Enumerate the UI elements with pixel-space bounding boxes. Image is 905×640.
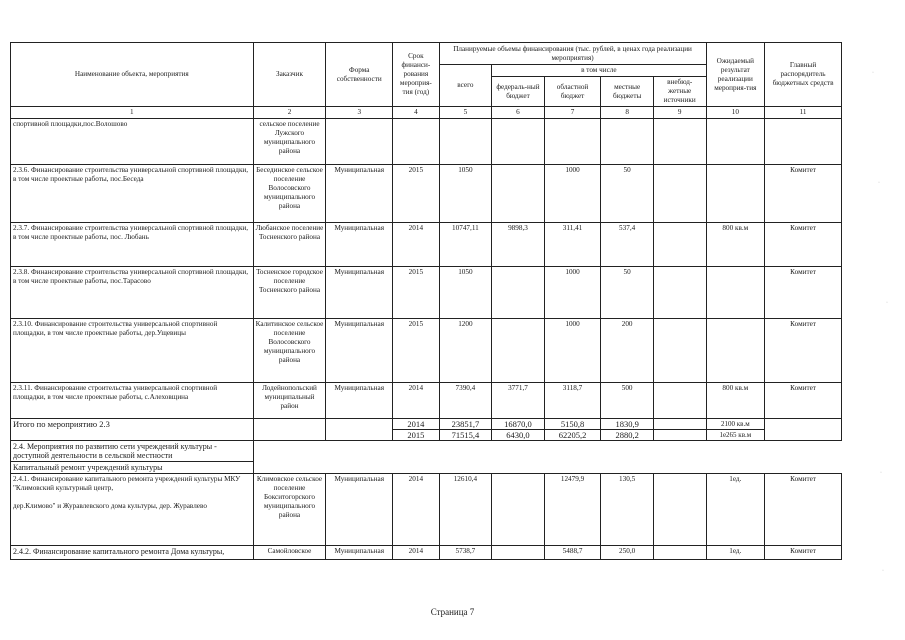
col-regional-header: областной бюджет (544, 77, 601, 107)
federal-cell: 3771,7 (492, 383, 545, 419)
page-footer: Страница 7 (430, 607, 475, 617)
object-name: 2.3.10. Финансирование строительства универсальной спортивной площадки, в том числе проектные работы, дер.Ущевицы (11, 319, 254, 383)
totals-extra (653, 419, 706, 441)
total-cell: 1050 (439, 267, 492, 319)
totals-federal: 16870,0 6430,0 (492, 419, 545, 441)
col-including-header: в том числе (492, 65, 706, 77)
col-period-header: Срок финанси-рования мероприя-тия (год) (393, 43, 440, 107)
ownership-cell: Муниципальная (326, 546, 393, 560)
col-number: 5 (439, 107, 492, 119)
regional-cell: 1000 (544, 267, 601, 319)
local-cell: 537,4 (601, 223, 654, 267)
section-sub-row (11, 462, 842, 474)
table-row (11, 165, 842, 223)
col-number: 11 (765, 107, 842, 119)
financing-table (10, 42, 842, 560)
extra-cell (653, 267, 706, 319)
year-cell: 2015 (393, 319, 440, 383)
result-cell: 1ед. (706, 546, 765, 560)
col-number: 4 (393, 107, 440, 119)
col-number: 7 (544, 107, 601, 119)
scan-speck: · (882, 568, 884, 574)
object-name: 2.3.7. Финансирование строительства универсальной спортивной площадки, в том числе проектные работы, пос. Любань (11, 223, 254, 267)
customer-cell: Самойловское (253, 546, 326, 560)
result-cell (706, 165, 765, 223)
table-row (11, 267, 842, 319)
totals-local: 1830,9 2880,2 (601, 419, 654, 441)
ownership-cell: Муниципальная (326, 223, 393, 267)
customer-cell: Тосненское городское поселение Тосненского района (253, 267, 326, 319)
ownership-cell: Муниципальная (326, 267, 393, 319)
section-subtitle: Капитальный ремонт учреждений культуры (11, 462, 254, 474)
federal-cell (492, 267, 545, 319)
extra-cell (653, 383, 706, 419)
year-cell: 2014 (393, 474, 440, 546)
regional-cell: 12479,9 (544, 474, 601, 546)
result-cell (706, 267, 765, 319)
ownership-cell: Муниципальная (326, 383, 393, 419)
col-total-header: всего (439, 65, 492, 107)
scan-speck: · (878, 180, 880, 186)
local-cell: 250,0 (601, 546, 654, 560)
local-cell: 50 (601, 267, 654, 319)
col-local-header: местные бюджеты (601, 77, 654, 107)
object-name: 2.3.11. Финансирование строительства универсальной спортивной площадки, в том числе проектные работы, с.Алеховщина (11, 383, 254, 419)
federal-cell (492, 546, 545, 560)
col-result-header: Ожидаемый результат реализации мероприя-тия (706, 43, 765, 107)
regional-cell: 311,41 (544, 223, 601, 267)
extra-cell (653, 546, 706, 560)
total-cell: 1200 (439, 319, 492, 383)
col-number: 2 (253, 107, 326, 119)
object-name: 2.4.2. Финансирование капитального ремонта Дома культуры, (11, 546, 254, 560)
totals-label: Итого по мероприятию 2.3 (11, 419, 254, 441)
section-title-row (11, 441, 842, 462)
object-name: 2.4.1. Финансирование капитального ремонта учреждений культуры МКУ "Климовский культурный центр, дер.Климово" и Журавлевского дома культуры, дер. Журавлево (11, 474, 254, 546)
customer-cell: Лодейнопольский муниципальный район (253, 383, 326, 419)
col-name-header: Наименование объекта, мероприятия (11, 43, 254, 107)
col-number: 9 (653, 107, 706, 119)
object-name: 2.3.6. Финансирование строительства универсальной спортивной площадки, в том числе проектные работы, пос.Беседа (11, 165, 254, 223)
total-cell: 5738,7 (439, 546, 492, 560)
scan-speck: · (886, 300, 888, 306)
col-federal-header: федераль-ный бюджет (492, 77, 545, 107)
scan-speck: · (872, 70, 874, 76)
customer-cell: Калитинское сельское поселение Волосовского муниципального района (253, 319, 326, 383)
total-cell: 12610,4 (439, 474, 492, 546)
ownership-cell: Муниципальная (326, 165, 393, 223)
header-row-1 (11, 43, 842, 65)
extra-cell (653, 319, 706, 383)
ownership-cell: Муниципальная (326, 319, 393, 383)
manager-cell: Комитет (765, 223, 842, 267)
col-planned-header: Планируемые объемы финансирования (тыс. рублей, в ценах года реализации мероприятия) (439, 43, 706, 65)
result-cell: 800 кв.м (706, 223, 765, 267)
object-name: 2.3.8. Финансирование строительства универсальной спортивной площадки, в том числе проектные работы, пос.Тарасово (11, 267, 254, 319)
regional-cell: 5488,7 (544, 546, 601, 560)
local-cell: 500 (601, 383, 654, 419)
year-cell: 2014 (393, 546, 440, 560)
local-cell: 130,5 (601, 474, 654, 546)
year-cell: 2015 (393, 165, 440, 223)
col-number: 1 (11, 107, 254, 119)
regional-cell: 1000 (544, 319, 601, 383)
totals-result: 2100 кв.м 1е265 кв.м (706, 419, 765, 441)
local-cell: 200 (601, 319, 654, 383)
manager-cell: Комитет (765, 267, 842, 319)
customer-cell: Бесединское сельское поселение Волосовского муниципального района (253, 165, 326, 223)
table-row (11, 383, 842, 419)
result-cell: 800 кв.м (706, 383, 765, 419)
manager-cell: Комитет (765, 165, 842, 223)
manager-cell: Комитет (765, 319, 842, 383)
customer-cell: Любанское поселение Тосненского района (253, 223, 326, 267)
year-cell: 2014 (393, 383, 440, 419)
total-cell: 7390,4 (439, 383, 492, 419)
table-row (11, 319, 842, 383)
ownership-cell: Муниципальная (326, 474, 393, 546)
col-number: 3 (326, 107, 393, 119)
extra-cell (653, 165, 706, 223)
table-row (11, 474, 842, 546)
federal-cell (492, 474, 545, 546)
local-cell: 50 (601, 165, 654, 223)
totals-regional: 5150,8 62205,2 (544, 419, 601, 441)
column-number-row (11, 107, 842, 119)
manager-cell: Комитет (765, 383, 842, 419)
result-cell (706, 319, 765, 383)
ownership-cell (326, 119, 393, 165)
year-cell: 2014 (393, 223, 440, 267)
col-customer-header: Заказчик (253, 43, 326, 107)
col-number: 10 (706, 107, 765, 119)
total-cell: 10747,11 (439, 223, 492, 267)
manager-cell: Комитет (765, 546, 842, 560)
scan-speck: · (880, 470, 882, 476)
total-cell: 1050 (439, 165, 492, 223)
customer-cell: Климовское сельское поселение Бокситогорского муниципального района (253, 474, 326, 546)
object-name: спортивной площадки,пос.Волошово (11, 119, 254, 165)
col-number: 8 (601, 107, 654, 119)
year-cell: 2015 (393, 267, 440, 319)
totals-row (11, 419, 842, 441)
extra-cell (653, 474, 706, 546)
customer-cell: сельское поселение Лужского муниципального района (253, 119, 326, 165)
col-ownership-header: Форма собственности (326, 43, 393, 107)
regional-cell: 1000 (544, 165, 601, 223)
regional-cell: 3118,7 (544, 383, 601, 419)
federal-cell (492, 319, 545, 383)
table-row (11, 546, 842, 560)
section-title: 2.4. Мероприятия по развитию сети учреждений культуры - доступной деятельности в сельской местности (11, 441, 254, 462)
totals-years: 2014 2015 (393, 419, 440, 441)
table-row (11, 223, 842, 267)
federal-cell: 9898,3 (492, 223, 545, 267)
col-extra-header: внебюд-жетные источники (653, 77, 706, 107)
extra-cell (653, 223, 706, 267)
manager-cell: Комитет (765, 474, 842, 546)
result-cell: 1ед. (706, 474, 765, 546)
col-number: 6 (492, 107, 545, 119)
table-row (11, 119, 842, 165)
federal-cell (492, 165, 545, 223)
col-manager-header: Главный распорядитель бюджетных средств (765, 43, 842, 107)
totals-total: 23851,7 71515,4 (439, 419, 492, 441)
